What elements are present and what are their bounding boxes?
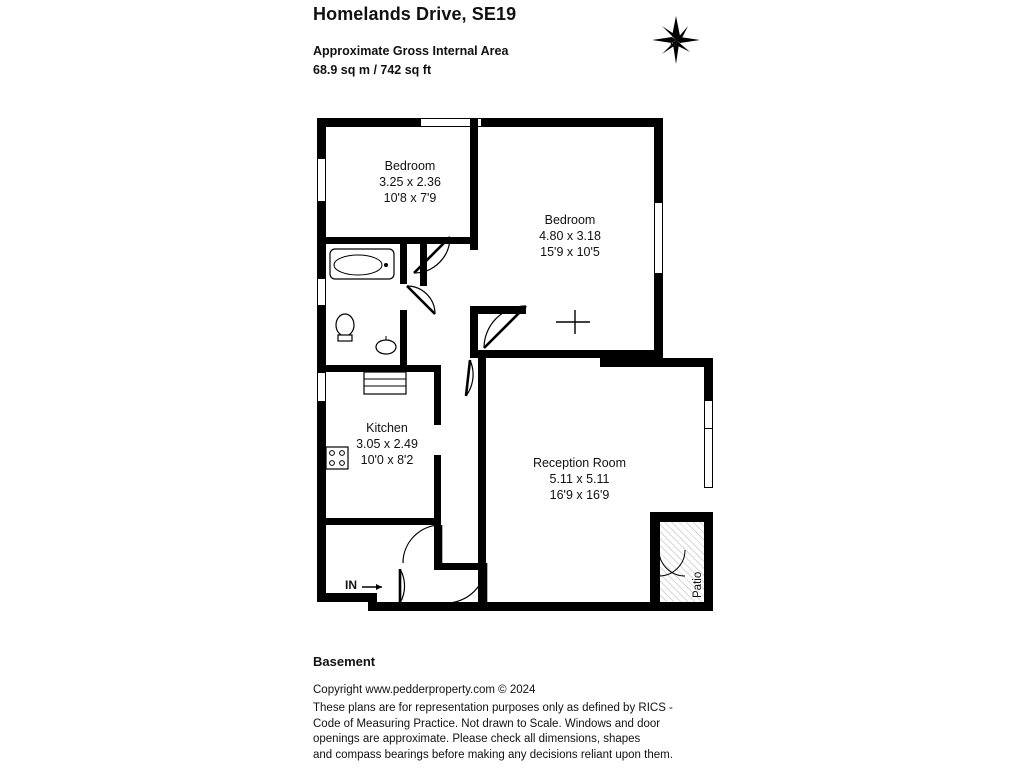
room-name: Bedroom xyxy=(544,213,596,227)
room-name: Kitchen xyxy=(366,421,408,435)
area-caption: Approximate Gross Internal Area xyxy=(313,44,509,58)
disclaimer-text xyxy=(313,701,733,763)
disclaimer-line-3: openings are approximate. Please check all dimensions, shapes xyxy=(313,733,641,746)
disclaimer-line-1: These plans are for representation purposes only as defined by RICS - xyxy=(313,702,673,714)
room-name: Bedroom xyxy=(384,159,436,173)
floor-plan xyxy=(300,110,730,650)
compass-north-label: N xyxy=(670,38,678,50)
disclaimer-line-2: Code of Measuring Practice. Not drawn to Scale. Windows and door xyxy=(313,717,661,730)
room-label-bedroom2 xyxy=(495,212,645,260)
copyright-text: Copyright www.pedderproperty.com © 2024 xyxy=(313,684,536,696)
patio-label: Patio xyxy=(692,571,704,598)
kitchen-counter-icon xyxy=(364,372,406,394)
room-dims-metric: 4.80 x 3.18 xyxy=(539,229,601,243)
room-label-bedroom1 xyxy=(340,158,480,206)
floor-label: Basement xyxy=(313,654,376,669)
room-dims-metric: 3.05 x 2.49 xyxy=(356,437,418,451)
room-dims-imperial: 15'9 x 10'5 xyxy=(540,245,600,259)
disclaimer-line-4: and compass bearings before making any decisions reliant upon them. xyxy=(313,748,673,761)
page-title: Homelands Drive, SE19 xyxy=(313,4,517,24)
room-label-kitchen xyxy=(312,420,462,468)
area-value: 68.9 sq m / 742 sq ft xyxy=(313,63,432,77)
room-dims-metric: 3.25 x 2.36 xyxy=(379,175,441,189)
basin-icon xyxy=(376,340,396,354)
entrance-label: IN xyxy=(345,578,357,592)
door-arc-reception xyxy=(446,563,486,603)
door-arc-kitchen xyxy=(403,525,441,563)
room-name: Reception Room xyxy=(532,456,627,470)
room-dims-imperial: 10'8 x 7'9 xyxy=(383,191,437,205)
room-dims-imperial: 16'9 x 16'9 xyxy=(549,488,610,502)
room-dims-metric: 5.11 x 5.11 xyxy=(549,472,610,486)
room-label-reception xyxy=(492,455,667,503)
room-dims-imperial: 10'0 x 8'2 xyxy=(360,453,414,467)
wc-icon xyxy=(336,314,354,336)
compass-rose xyxy=(648,12,704,68)
